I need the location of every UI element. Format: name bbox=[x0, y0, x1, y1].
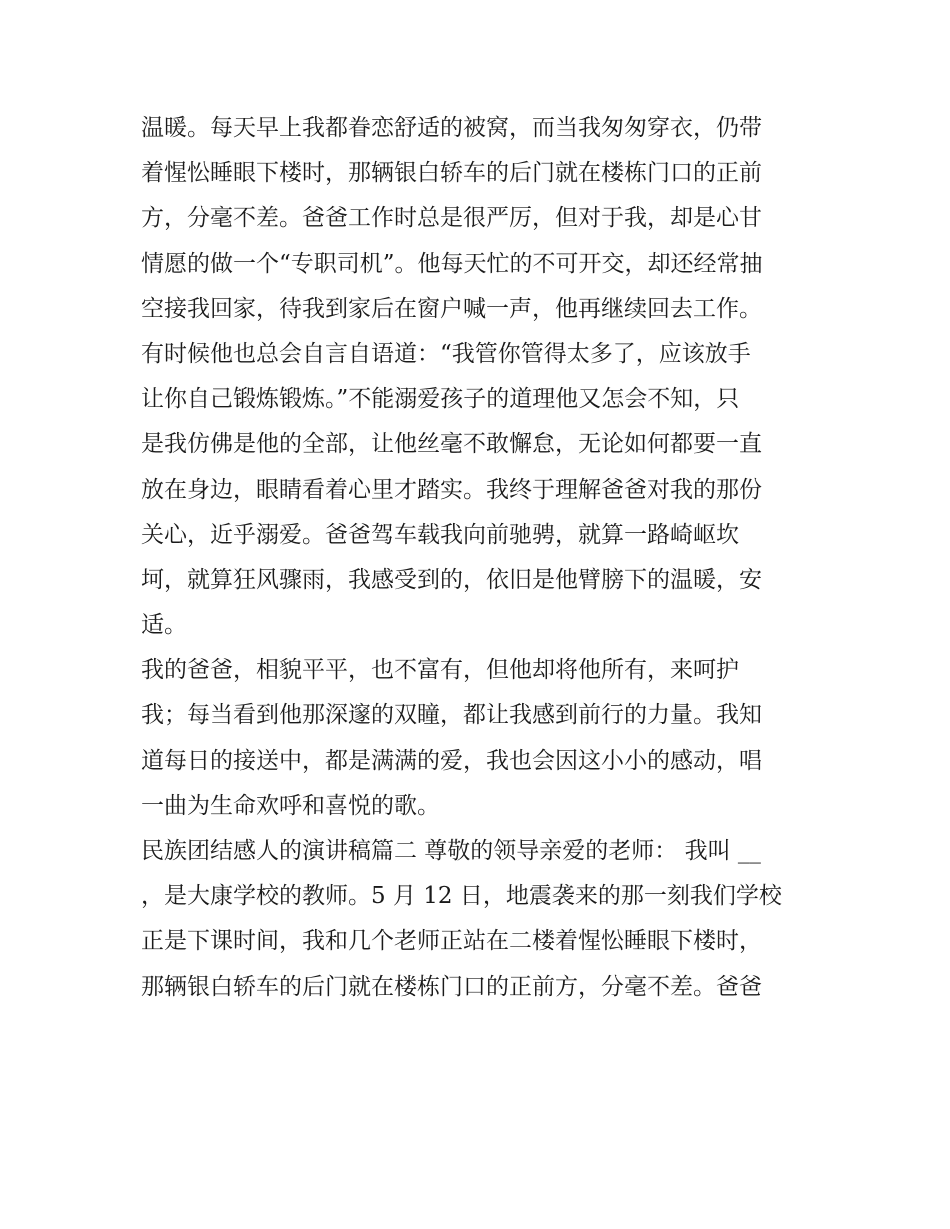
text-line: 让你自己锻炼锻炼。”不能溺爱孩子的道理他又怎会不知，只 bbox=[141, 386, 740, 413]
text-line: 情愿的做一个“专职司机”。他每天忙的不可开交，却还经常抽 bbox=[141, 250, 763, 277]
text-line: 是我仿佛是他的全部，让他丝毫不敢懈怠，无论如何都要一直 bbox=[141, 431, 762, 458]
text-line: 适。 bbox=[141, 612, 187, 639]
text-line: 坷，就算狂风骤雨，我感受到的，依旧是他臂膀下的温暖，安 bbox=[141, 566, 762, 593]
text-line: 关心，近乎溺爱。爸爸驾车载我向前驰骋，就算一路崎岖坎 bbox=[141, 521, 739, 548]
text-line: 正是下课时间，我和几个老师正站在二楼着惺忪睡眼下楼时， bbox=[141, 928, 762, 955]
text-line: 我的爸爸，相貌平平，也不富有，但他却将他所有，来呵护 bbox=[141, 657, 739, 684]
text-line: 那辆银白轿车的后门就在楼栋门口的正前方，分毫不差。爸爸 bbox=[141, 973, 762, 1000]
text-line: ，是大康学校的教师。5 月 12 日，地震袭来的那一刻我们学校 bbox=[141, 883, 782, 910]
text-line: 一曲为生命欢呼和喜悦的歌。 bbox=[141, 792, 440, 819]
text-line: 有时候他也总会自言自语道：“我管你管得太多了，应该放手 bbox=[141, 340, 751, 367]
text-line: 着惺忪睡眼下楼时，那辆银白轿车的后门就在楼栋门口的正前 bbox=[141, 160, 762, 187]
text-line: 方，分毫不差。爸爸工作时总是很严厉，但对于我，却是心甘 bbox=[141, 205, 762, 232]
text-line: 放在身边，眼睛看着心里才踏实。我终于理解爸爸对我的那份 bbox=[141, 476, 762, 503]
text-line: 民族团结感人的演讲稿篇二 尊敬的领导亲爱的老师： 我叫 __ bbox=[141, 838, 761, 864]
body-text bbox=[141, 106, 831, 1010]
text-line: 温暖。每天早上我都眷恋舒适的被窝，而当我匆匆穿衣，仍带 bbox=[141, 115, 762, 141]
text-line: 我；每当看到他那深邃的双瞳，都让我感到前行的力量。我知 bbox=[141, 702, 762, 729]
text-line: 空接我回家，待我到家后在窗户喊一声，他再继续回去工作。 bbox=[141, 295, 762, 322]
text-line: 道每日的接送中，都是满满的爱，我也会因这小小的感动，唱 bbox=[141, 747, 762, 774]
